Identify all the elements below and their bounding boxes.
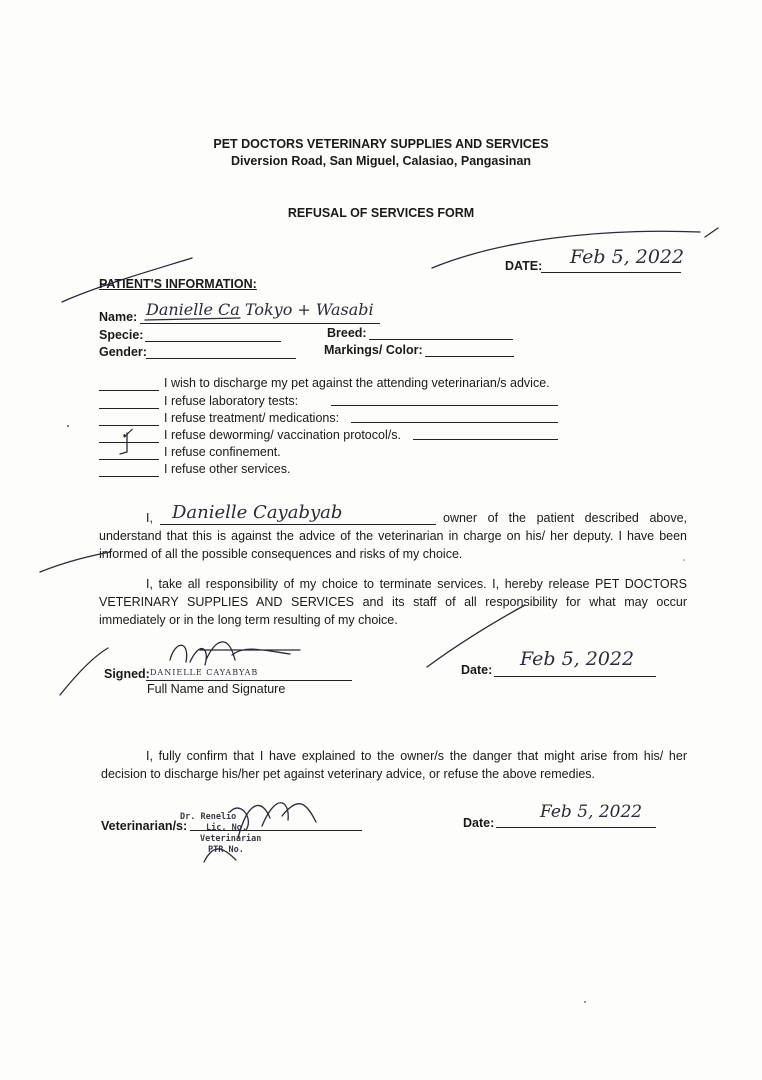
option-2-text: I refuse laboratory tests: (164, 394, 299, 408)
pen-stroke-top (432, 231, 700, 268)
signed-caption: Full Name and Signature (147, 682, 286, 696)
specie-label: Specie: (99, 328, 144, 342)
company-address: Diversion Road, San Miguel, Calasiao, Pangasinan (230, 154, 532, 168)
option-4-text: I refuse deworming/ vaccination protocol/s. (164, 428, 401, 442)
owner-statement-body: understand that this is against the advice of the veterinarian in charge on his/ her deputy. I have been informed of all the possible consequences and risks of my choice. (99, 529, 687, 561)
patient-section-title: PATIENT'S INFORMATION: (99, 277, 257, 291)
option-6-text: I refuse other services. (164, 462, 291, 476)
breed-label: Breed: (327, 326, 367, 340)
vet-date-value[interactable]: Feb 5, 2022 (540, 802, 643, 822)
vet-date-label: Date: (463, 816, 495, 830)
owner-name[interactable]: Danielle Cayabyab (172, 502, 343, 523)
option-1-text: I wish to discharge my pet against the attending veterinarian/s advice. (164, 376, 550, 390)
option-3-text: I refuse treatment/ medications: (164, 411, 340, 425)
owner-statement-line1: owner of the patient described above, (443, 511, 687, 525)
option-5-text: I refuse confinement. (164, 445, 281, 459)
owner-prefix: I, (146, 511, 153, 525)
gender-label: Gender: (99, 345, 147, 359)
signed-value[interactable]: DANIELLE CAYABYAB (150, 668, 259, 677)
date-label: DATE: (505, 259, 543, 273)
vet-statement: I, fully confirm that I have explained to the owner/s the danger that might arise from his/ her decision to discharge his/her pet against veterinary advice, or refuse the above remedies. (101, 749, 687, 781)
name-value[interactable]: Danielle Ca Tokyo + Wasabi (146, 300, 374, 319)
owner-signature (170, 642, 300, 665)
vet-stamp: Dr. Renelio Lic. No. Veterinarian PTR No. (180, 812, 262, 855)
veterinarian-label: Veterinarian/s: (101, 819, 188, 833)
name-label: Name: (99, 310, 138, 324)
option-4-mark: ✓ (120, 424, 134, 443)
signed-date-value[interactable]: Feb 5, 2022 (520, 648, 635, 670)
signed-label: Signed: (104, 667, 150, 681)
date-value[interactable]: Feb 5, 2022 (570, 246, 685, 268)
responsibility-paragraph: I, take all responsibility of my choice to terminate services. I, hereby release PET DOCTORS VETERINARY SUPPLIES AND SERVICES and its staff of all responsibility for what may occur immediately or in the long term resulting of my choice. (99, 577, 687, 627)
signed-date-label: Date: (461, 663, 493, 677)
company-name: PET DOCTORS VETERINARY SUPPLIES AND SERVICES (213, 137, 549, 151)
vet-signature (230, 803, 316, 838)
form-title: REFUSAL OF SERVICES FORM (287, 206, 475, 220)
markings-label: Markings/ Color: (324, 343, 423, 357)
